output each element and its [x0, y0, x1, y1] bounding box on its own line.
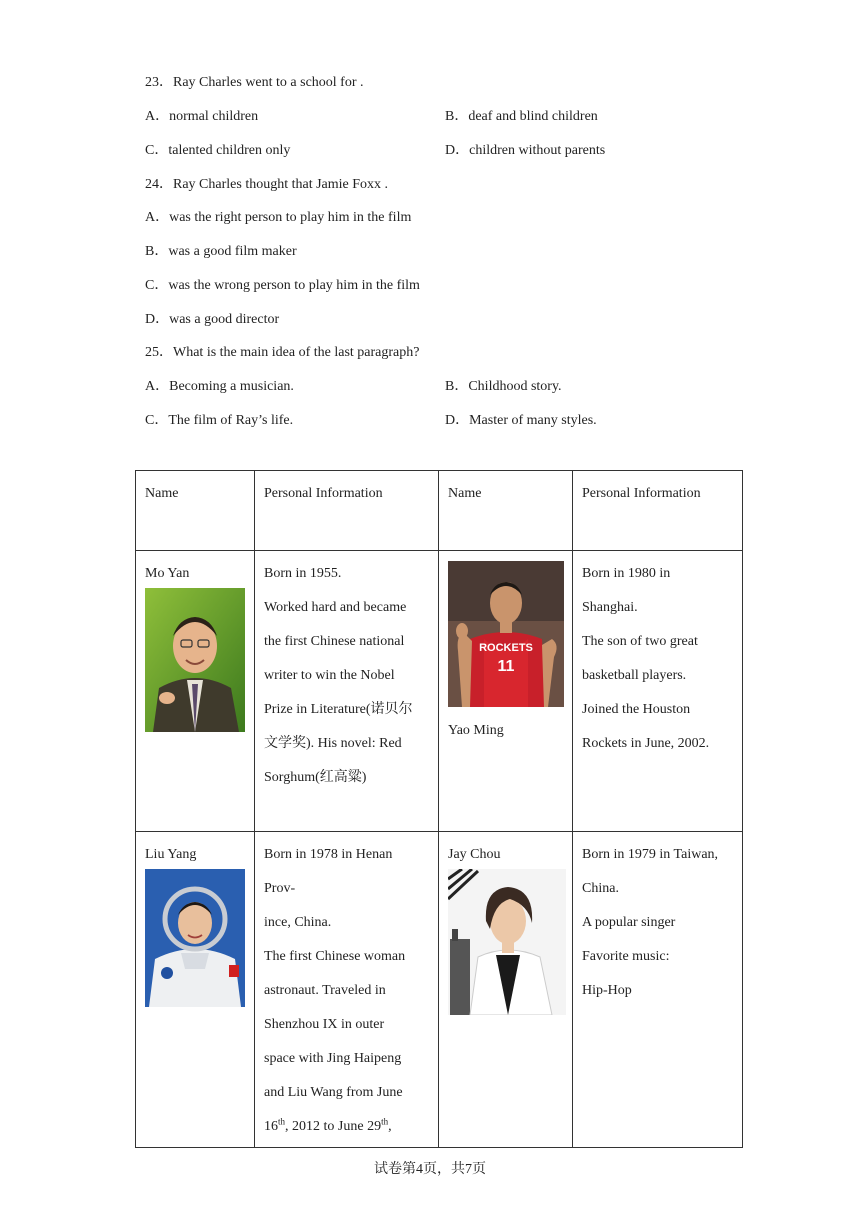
- cell-jay-chou: [439, 832, 573, 1148]
- liu-yang-info: Born in 1978 in Henan Prov- ince, China. The first Chinese woman astronaut. Traveled in Shenzhou IX in outer space with Jing Haipeng and Liu Wang from June 16th, 2012 to June 29th,: [264, 847, 406, 1134]
- cell-yao-ming-info: [573, 551, 743, 832]
- q24-option-b: B．was a good film maker: [145, 244, 297, 259]
- cell-mo-yan-info: [255, 551, 439, 832]
- table-row: [136, 832, 743, 1148]
- mo-yan-info: Born in 1955. Worked hard and became the first Chinese national writer to win the Nobel Prize in Literature(诺贝尔 文学奖). His novel: Red Sorghum(红高粱): [264, 566, 413, 785]
- yao-ming-info: Born in 1980 in Shanghai. The son of two great basketball players. Joined the Houston Rockets in June, 2002.: [582, 566, 710, 751]
- q25-option-a: A．Becoming a musician.: [145, 379, 294, 394]
- header-info-2: Personal Information: [573, 471, 743, 551]
- mo-yan-photo: [145, 588, 245, 732]
- yao-ming-photo: [448, 561, 564, 707]
- jay-chou-info: Born in 1979 in Taiwan, China. A popular singer Favorite music: Hip-Hop: [582, 847, 719, 998]
- name-mo-yan: Mo Yan: [145, 566, 190, 581]
- q25-option-c: C．The film of Ray’s life.: [145, 413, 294, 428]
- cell-liu-yang: [136, 832, 255, 1148]
- question-25-stem: 25．What is the main idea of the last paragraph?: [145, 345, 420, 360]
- jersey-number: 11: [497, 658, 515, 675]
- header-info-1: Personal Information: [255, 471, 439, 551]
- personal-info-table: [135, 470, 743, 1148]
- cell-liu-yang-info: [255, 832, 439, 1148]
- name-yao-ming: Yao Ming: [448, 723, 504, 738]
- q23-option-a: A．normal children: [145, 109, 259, 124]
- page-footer: 试卷第4页，共7页: [374, 1162, 486, 1177]
- q23-option-b: B．deaf and blind children: [445, 109, 598, 124]
- q24-option-a: A．was the right person to play him in the film: [145, 210, 412, 225]
- cell-yao-ming: [439, 551, 573, 832]
- table-row: [136, 551, 743, 832]
- q25-option-b: B．Childhood story.: [445, 379, 562, 394]
- question-24-stem: 24．Ray Charles thought that Jamie Foxx .: [145, 177, 389, 192]
- name-jay-chou: Jay Chou: [448, 847, 501, 862]
- jersey-text: ROCKETS: [479, 642, 533, 654]
- table-header-row: [136, 471, 743, 551]
- question-23-stem: 23．Ray Charles went to a school for .: [145, 75, 364, 90]
- liu-yang-photo: [145, 869, 245, 1007]
- q24-option-d: D．was a good director: [145, 312, 280, 327]
- header-name-2: Name: [439, 471, 573, 551]
- cell-mo-yan: [136, 551, 255, 832]
- name-liu-yang: Liu Yang: [145, 847, 197, 862]
- jay-chou-photo: [448, 869, 566, 1015]
- q23-option-c: C．talented children only: [145, 143, 291, 158]
- header-name-1: Name: [136, 471, 255, 551]
- q25-option-d: D．Master of many styles.: [445, 413, 597, 428]
- cell-jay-chou-info: [573, 832, 743, 1148]
- q24-option-c: C．was the wrong person to play him in the film: [145, 278, 420, 293]
- q23-option-d: D．children without parents: [445, 143, 606, 158]
